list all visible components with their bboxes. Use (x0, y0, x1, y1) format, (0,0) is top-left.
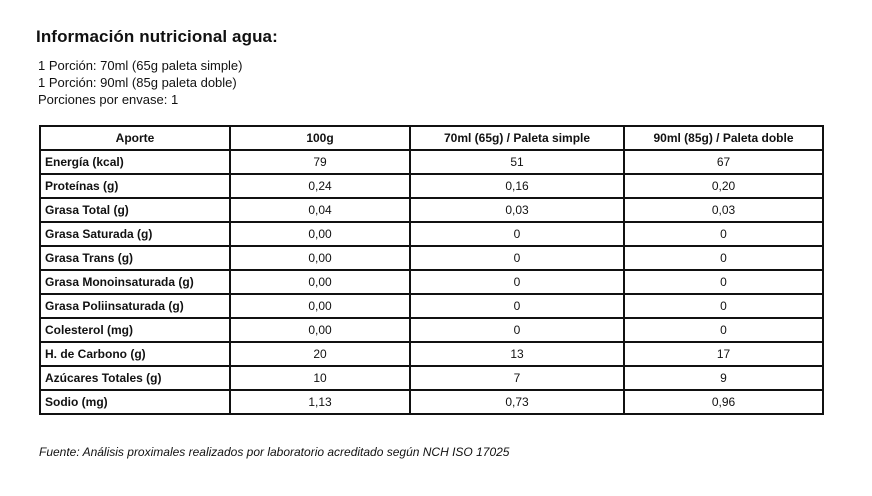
nutrient-label: Grasa Saturada (g) (40, 222, 230, 246)
portion-line: 1 Porción: 90ml (85g paleta doble) (38, 75, 237, 90)
nutrient-value: 13 (410, 342, 624, 366)
nutrient-value: 0 (410, 270, 624, 294)
nutrient-value: 0 (624, 294, 823, 318)
nutrient-value: 17 (624, 342, 823, 366)
portion-info (38, 57, 243, 108)
table-row (40, 222, 823, 246)
nutrient-value: 0,96 (624, 390, 823, 414)
nutrient-value: 0 (624, 222, 823, 246)
source-note: Fuente: Análisis proximales realizados por laboratorio acreditado según NCH ISO 17025 (39, 445, 510, 459)
nutrient-value: 0,03 (624, 198, 823, 222)
nutrient-value: 0,03 (410, 198, 624, 222)
nutrient-label: Grasa Trans (g) (40, 246, 230, 270)
portion-line: Porciones por envase: 1 (38, 92, 179, 107)
nutrient-label: Grasa Total (g) (40, 198, 230, 222)
nutrient-value: 0,20 (624, 174, 823, 198)
column-header-paleta-simple: 70ml (65g) / Paleta simple (410, 126, 624, 150)
table-row (40, 390, 823, 414)
portion-line: 1 Porción: 70ml (65g paleta simple) (38, 58, 243, 73)
nutrient-label: Azúcares Totales (g) (40, 366, 230, 390)
column-header-100g: 100g (230, 126, 410, 150)
nutrient-value: 0,73 (410, 390, 624, 414)
nutrient-value: 0,00 (230, 318, 410, 342)
nutrient-value: 0 (624, 246, 823, 270)
table-row (40, 270, 823, 294)
table-row (40, 366, 823, 390)
nutrient-value: 20 (230, 342, 410, 366)
nutrient-label: Sodio (mg) (40, 390, 230, 414)
nutrient-value: 0,00 (230, 270, 410, 294)
nutrient-label: Colesterol (mg) (40, 318, 230, 342)
nutrient-value: 0 (410, 246, 624, 270)
nutrient-value: 67 (624, 150, 823, 174)
nutrient-value: 0,24 (230, 174, 410, 198)
nutrient-label: Grasa Monoinsaturada (g) (40, 270, 230, 294)
nutrient-value: 0 (624, 318, 823, 342)
nutrition-table-header (40, 126, 823, 150)
nutrient-value: 51 (410, 150, 624, 174)
table-row (40, 342, 823, 366)
nutrient-label: H. de Carbono (g) (40, 342, 230, 366)
table-row (40, 318, 823, 342)
nutrient-value: 0 (410, 294, 624, 318)
nutrient-value: 0,04 (230, 198, 410, 222)
nutrient-value: 0,16 (410, 174, 624, 198)
table-row (40, 246, 823, 270)
nutrient-value: 9 (624, 366, 823, 390)
nutrient-value: 0 (410, 318, 624, 342)
nutrient-value: 0,00 (230, 246, 410, 270)
nutrient-value: 79 (230, 150, 410, 174)
column-header-aporte: Aporte (40, 126, 230, 150)
page-title: Información nutricional agua: (36, 27, 278, 46)
nutrient-value: 10 (230, 366, 410, 390)
nutrient-value: 0 (410, 222, 624, 246)
nutrient-value: 0,00 (230, 222, 410, 246)
nutrient-value: 7 (410, 366, 624, 390)
nutrient-label: Energía (kcal) (40, 150, 230, 174)
table-row (40, 198, 823, 222)
nutrient-label: Proteínas (g) (40, 174, 230, 198)
table-row (40, 294, 823, 318)
header-row (40, 126, 823, 150)
table-row (40, 150, 823, 174)
nutrition-table (39, 125, 824, 415)
nutrient-value: 0 (624, 270, 823, 294)
table-row (40, 174, 823, 198)
nutrition-table-body (40, 150, 823, 414)
nutrient-label: Grasa Poliinsaturada (g) (40, 294, 230, 318)
column-header-paleta-doble: 90ml (85g) / Paleta doble (624, 126, 823, 150)
nutrient-value: 1,13 (230, 390, 410, 414)
nutrient-value: 0,00 (230, 294, 410, 318)
